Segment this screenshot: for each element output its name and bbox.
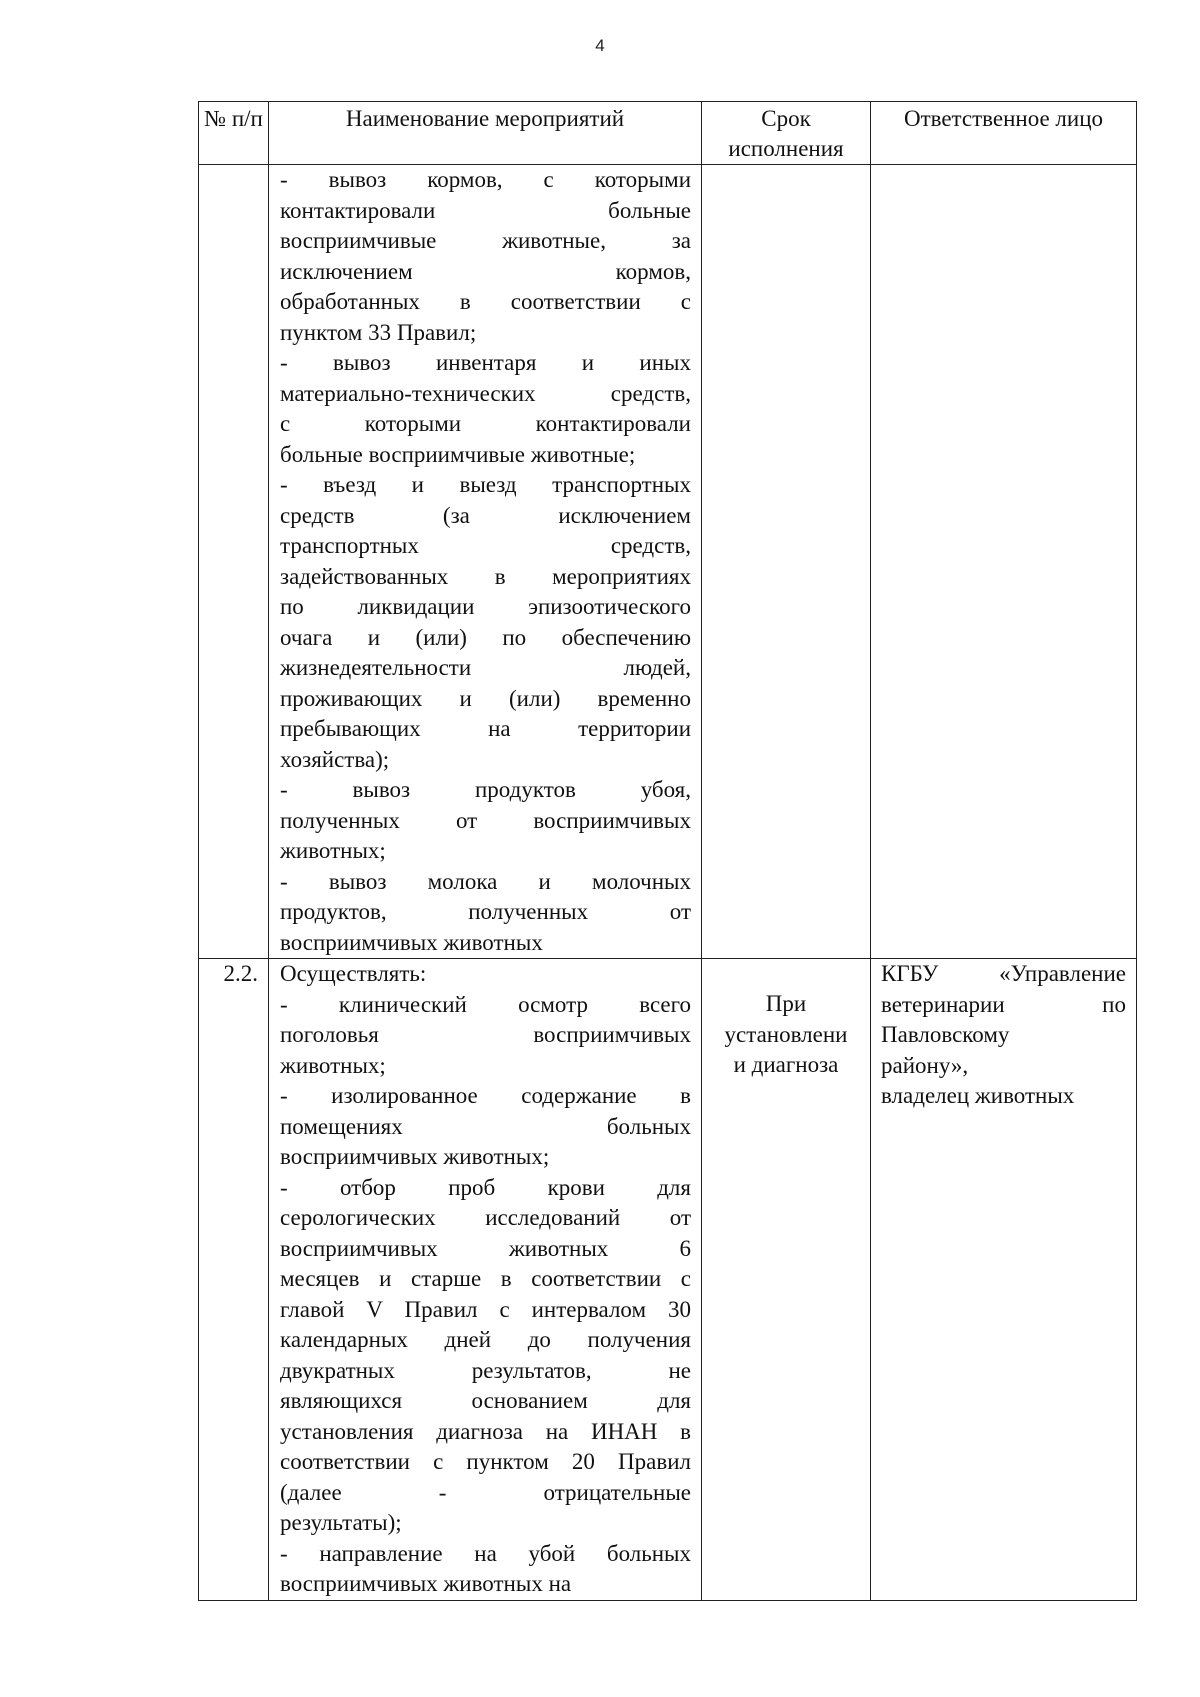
text-line: календарных дней до получения <box>280 1327 691 1352</box>
text-line: месяцев и старше в соответствии с <box>280 1266 691 1291</box>
row-responsible <box>871 959 1137 1601</box>
row-activities <box>269 959 702 1601</box>
text-line: результаты); <box>280 1510 402 1535</box>
activities-table <box>198 101 1137 1601</box>
text-line: серологических исследований от <box>280 1205 691 1230</box>
text-line: помещениях больных <box>280 1113 691 1139</box>
text-line: главой V Правил с интервалом 30 <box>280 1296 691 1322</box>
activity-text <box>269 959 701 1600</box>
text-line: установления диагноза на ИНАН в <box>280 1418 691 1444</box>
text-line: полученных от восприимчивых <box>280 807 691 833</box>
text-line: пребывающих на территории <box>280 716 691 741</box>
header-name: Наименование мероприятий <box>269 102 702 165</box>
text-line: району», <box>881 1052 969 1078</box>
header-responsible: Ответственное лицо <box>871 102 1137 165</box>
text-line: установлени <box>724 1021 848 1047</box>
text-line: средств (за исключением <box>280 502 691 528</box>
text-line: соответствии с пунктом 20 Правил <box>280 1449 691 1474</box>
text-line: владелец животных <box>881 1083 1075 1108</box>
row-term <box>702 959 871 1601</box>
text-line: - отбор проб крови для <box>280 1174 691 1200</box>
table-row <box>199 165 1137 959</box>
text-line: пунктом 33 Правил; <box>280 319 477 345</box>
activity-text <box>269 165 701 958</box>
text-line: с которыми контактировали <box>280 411 691 436</box>
text-line: животных; <box>280 1052 386 1078</box>
text-line: - вывоз продуктов убоя, <box>280 777 691 802</box>
text-line: восприимчивых животных <box>280 929 543 955</box>
text-line: - вывоз кормов, с которыми <box>280 167 691 192</box>
text-line: восприимчивых животных на <box>280 1571 572 1596</box>
text-line: КГБУ «Управление <box>881 961 1126 986</box>
header-num: № п/п <box>199 102 269 165</box>
text-line: (далее - отрицательные <box>280 1479 691 1505</box>
text-line: - вывоз молока и молочных <box>280 868 691 894</box>
header-term: Срок исполнения <box>702 102 871 165</box>
row-activities <box>269 165 702 959</box>
table-header-row <box>199 102 1137 165</box>
text-line: - изолированное содержание в <box>280 1083 691 1108</box>
text-line: материально-технических средств, <box>280 380 691 406</box>
text-line: по ликвидации эпизоотического <box>280 594 691 619</box>
text-line: хозяйства); <box>280 746 390 772</box>
text-line: - въезд и выезд транспортных <box>280 472 691 497</box>
text-line: - вывоз инвентаря и иных <box>280 350 691 375</box>
text-line: проживающих и (или) временно <box>280 685 691 711</box>
text-line: Павловскому <box>881 1022 1010 1047</box>
text-line: и диагноза <box>733 1052 839 1077</box>
text-line: транспортных средств, <box>280 533 691 558</box>
row-num <box>199 165 269 959</box>
text-line: исключением кормов, <box>280 258 691 284</box>
row-responsible <box>871 165 1137 959</box>
text-line: восприимчивых животных 6 <box>280 1235 691 1261</box>
row-term <box>702 165 871 959</box>
text-line: Осуществлять: <box>280 961 427 986</box>
text-line: - направление на убой больных <box>280 1540 691 1566</box>
text-line: жизнедеятельности людей, <box>280 655 691 680</box>
text-line: При <box>765 991 807 1016</box>
term-text <box>702 959 870 1081</box>
text-line: больные восприимчивые животные; <box>280 441 636 467</box>
text-line: задействованных в мероприятиях <box>280 563 691 589</box>
text-line: обработанных в соответствии с <box>280 289 691 314</box>
page-number: 4 <box>595 36 605 55</box>
table-row <box>199 959 1137 1601</box>
text-line: ветеринарии по <box>881 991 1126 1017</box>
text-line: являющихся основанием для <box>280 1388 691 1413</box>
text-line: продуктов, полученных от <box>280 899 691 924</box>
row-num: 2.2. <box>199 959 269 1601</box>
text-line: восприимчивые животные, за <box>280 228 691 253</box>
text-line: восприимчивых животных; <box>280 1144 550 1169</box>
responsible-text <box>871 959 1136 1112</box>
text-line: животных; <box>280 838 386 863</box>
text-line: - клинический осмотр всего <box>280 991 691 1017</box>
text-line: контактировали больные <box>280 197 691 223</box>
text-line: двукратных результатов, не <box>280 1357 691 1383</box>
text-line: очага и (или) по обеспечению <box>280 624 691 650</box>
text-line: поголовья восприимчивых <box>280 1022 691 1047</box>
